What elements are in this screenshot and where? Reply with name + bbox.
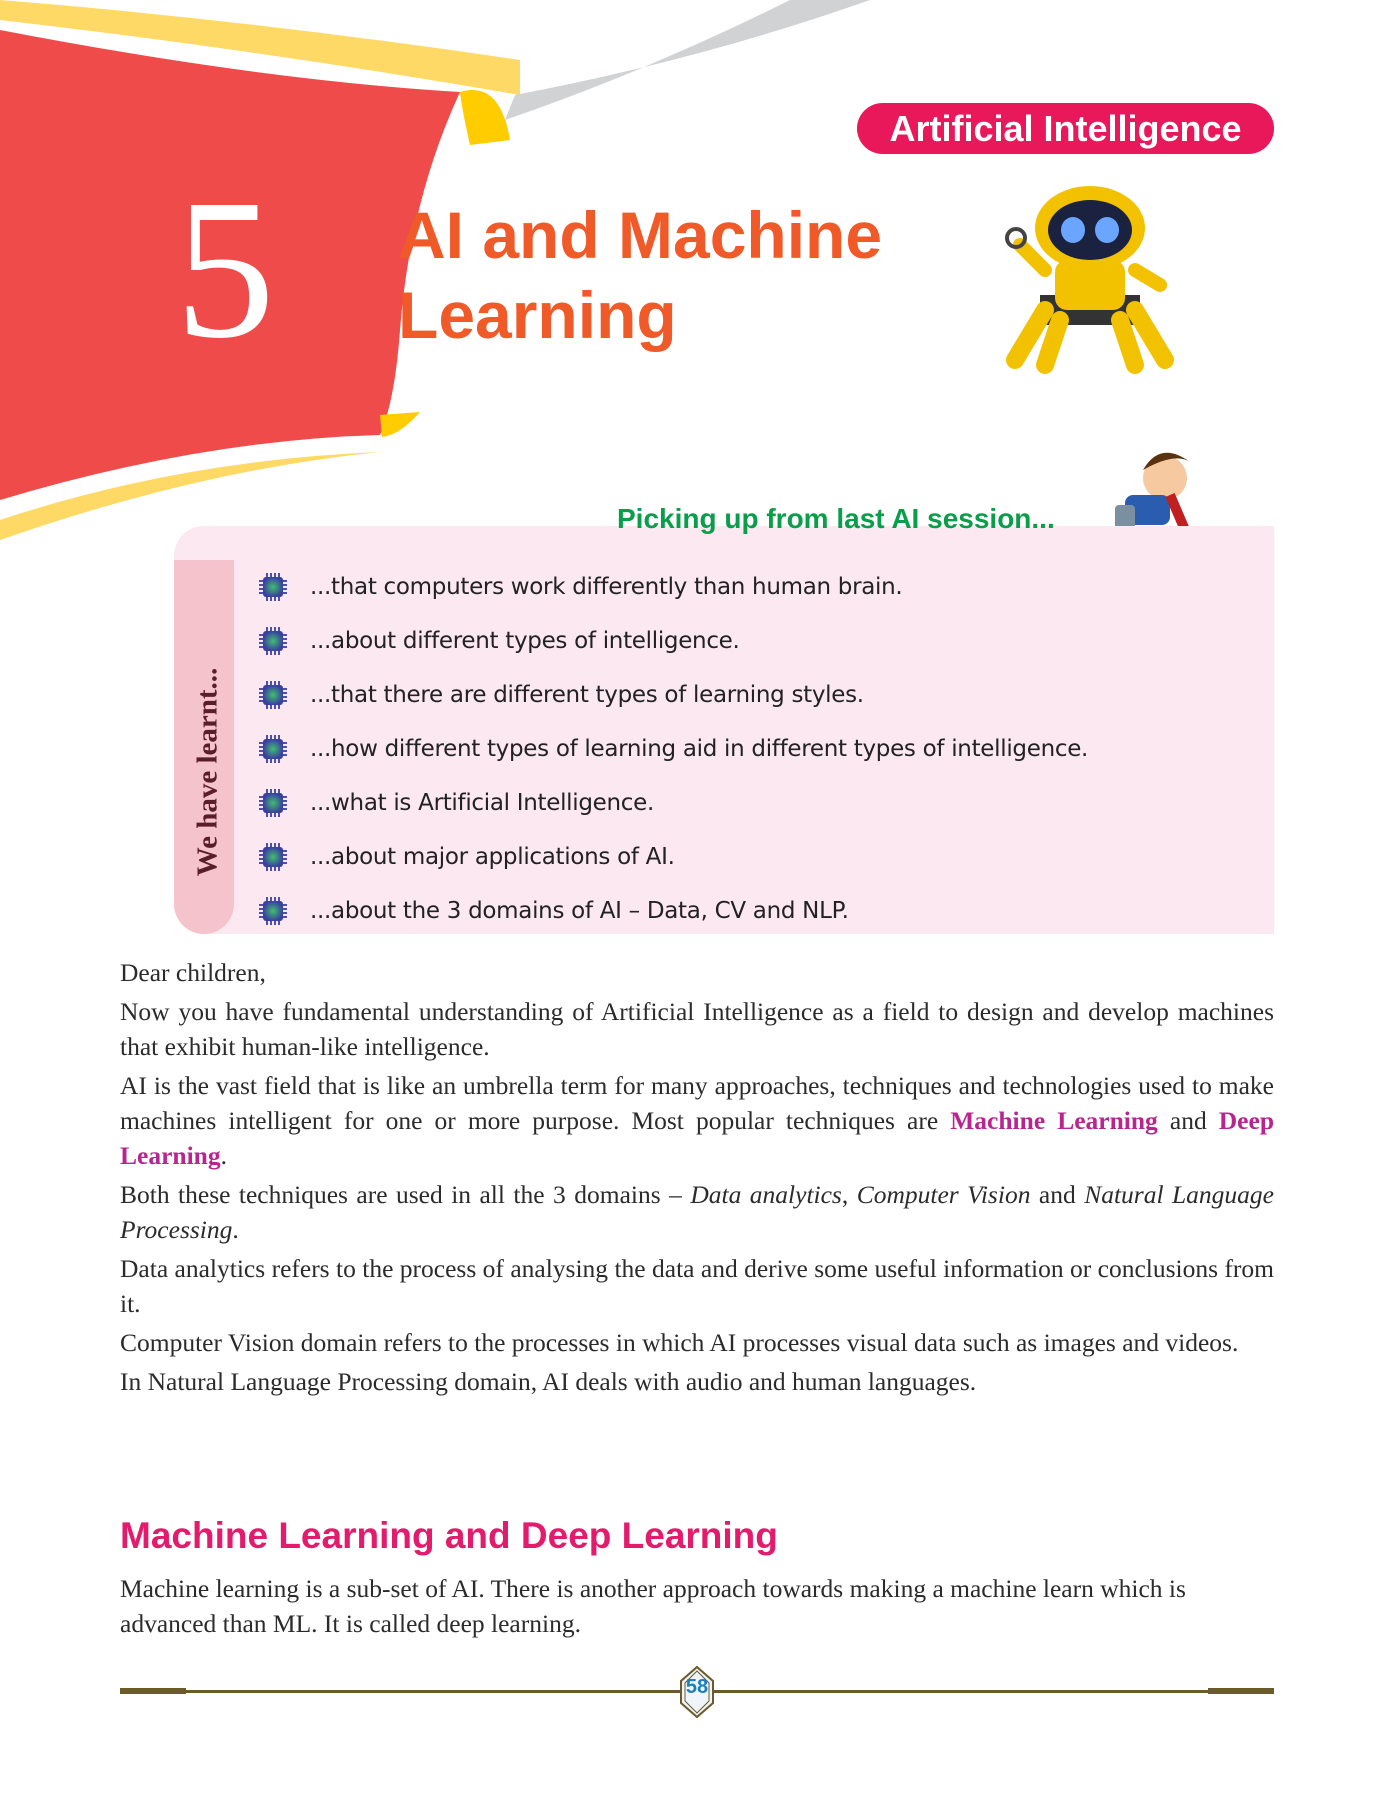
footer-rule-cap-right bbox=[1208, 1688, 1274, 1694]
text: , bbox=[841, 1180, 857, 1209]
paragraph: Computer Vision domain refers to the processes in which AI processes visual data such as images and videos. bbox=[120, 1328, 1239, 1357]
subject-badge: Artificial Intelligence bbox=[857, 103, 1274, 154]
chip-icon bbox=[258, 896, 288, 926]
chapter-number: 5 bbox=[175, 159, 275, 380]
robot-illustration bbox=[1007, 186, 1165, 365]
intro-text bbox=[120, 955, 1274, 1403]
recap-side-label: We have learnt... bbox=[191, 667, 224, 877]
text: Both these techniques are used in all the 3 domains – bbox=[120, 1180, 691, 1209]
recap-item bbox=[258, 614, 1088, 668]
italic-term: Computer Vision bbox=[856, 1180, 1031, 1209]
recap-item-text: ...what is Artificial Intelligence. bbox=[310, 790, 654, 816]
recap-item-text: ...about the 3 domains of AI – Data, CV and NLP. bbox=[310, 898, 849, 924]
section-heading: Machine Learning and Deep Learning bbox=[120, 1515, 778, 1556]
text: and bbox=[1030, 1180, 1085, 1209]
text: . bbox=[232, 1215, 239, 1244]
recap-item bbox=[258, 560, 1088, 614]
paragraph: Now you have fundamental understanding of Artificial Intelligence as a field to design and develop machines that exhibit human-like intelligence. bbox=[120, 997, 1274, 1061]
recap-item-text: ...about different types of intelligence. bbox=[310, 628, 740, 654]
paragraph bbox=[120, 1068, 1274, 1173]
italic-term: Data analytics bbox=[690, 1180, 842, 1209]
paragraph bbox=[120, 1177, 1274, 1247]
recap-item bbox=[258, 776, 1088, 830]
recap-item bbox=[258, 722, 1088, 776]
recap-item bbox=[258, 884, 1088, 938]
text: AI is the vast field that is like an umbrella term for many approaches, techniques and technologies used to make machines intelligent for one or more purpose. Most popular techniques are bbox=[120, 1071, 1274, 1135]
chapter-title-line2: Learning bbox=[398, 278, 677, 352]
section-text: Machine learning is a sub-set of AI. There is another approach towards making a machine learn which is advanced than ML. It is called deep learning. bbox=[120, 1574, 1186, 1638]
chip-icon bbox=[258, 626, 288, 656]
recap-item bbox=[258, 668, 1088, 722]
page-number: 58 bbox=[685, 1676, 709, 1698]
italic-term: Natural Language Processing bbox=[120, 1180, 1274, 1244]
recap-item-text: ...that there are different types of learning styles. bbox=[310, 682, 864, 708]
text: and bbox=[1157, 1106, 1219, 1135]
chip-icon bbox=[258, 842, 288, 872]
highlight-deep-learning: Deep Learning bbox=[120, 1106, 1274, 1170]
recap-item-text: ...about major applications of AI. bbox=[310, 844, 675, 870]
text: . bbox=[220, 1141, 227, 1170]
boy-reading-illustration bbox=[1115, 453, 1190, 535]
footer-rule-cap-left bbox=[120, 1688, 186, 1694]
highlight-machine-learning: Machine Learning bbox=[950, 1106, 1158, 1135]
recap-list bbox=[258, 560, 1088, 938]
chapter-title-line1: AI and Machine bbox=[398, 198, 883, 272]
recap-heading: Picking up from last AI session... bbox=[617, 503, 1055, 534]
paragraph: Data analytics refers to the process of analysing the data and derive some useful information or conclusions from it. bbox=[120, 1254, 1274, 1318]
chapter-title bbox=[398, 195, 882, 355]
chip-icon bbox=[258, 572, 288, 602]
chip-icon bbox=[258, 734, 288, 764]
chip-icon bbox=[258, 680, 288, 710]
recap-item bbox=[258, 830, 1088, 884]
greeting: Dear children, bbox=[120, 958, 266, 987]
recap-item-text: ...how different types of learning aid in different types of intelligence. bbox=[310, 736, 1089, 762]
paragraph: In Natural Language Processing domain, AI deals with audio and human languages. bbox=[120, 1367, 977, 1396]
chip-icon bbox=[258, 788, 288, 818]
recap-item-text: ...that computers work differently than human brain. bbox=[310, 574, 903, 600]
